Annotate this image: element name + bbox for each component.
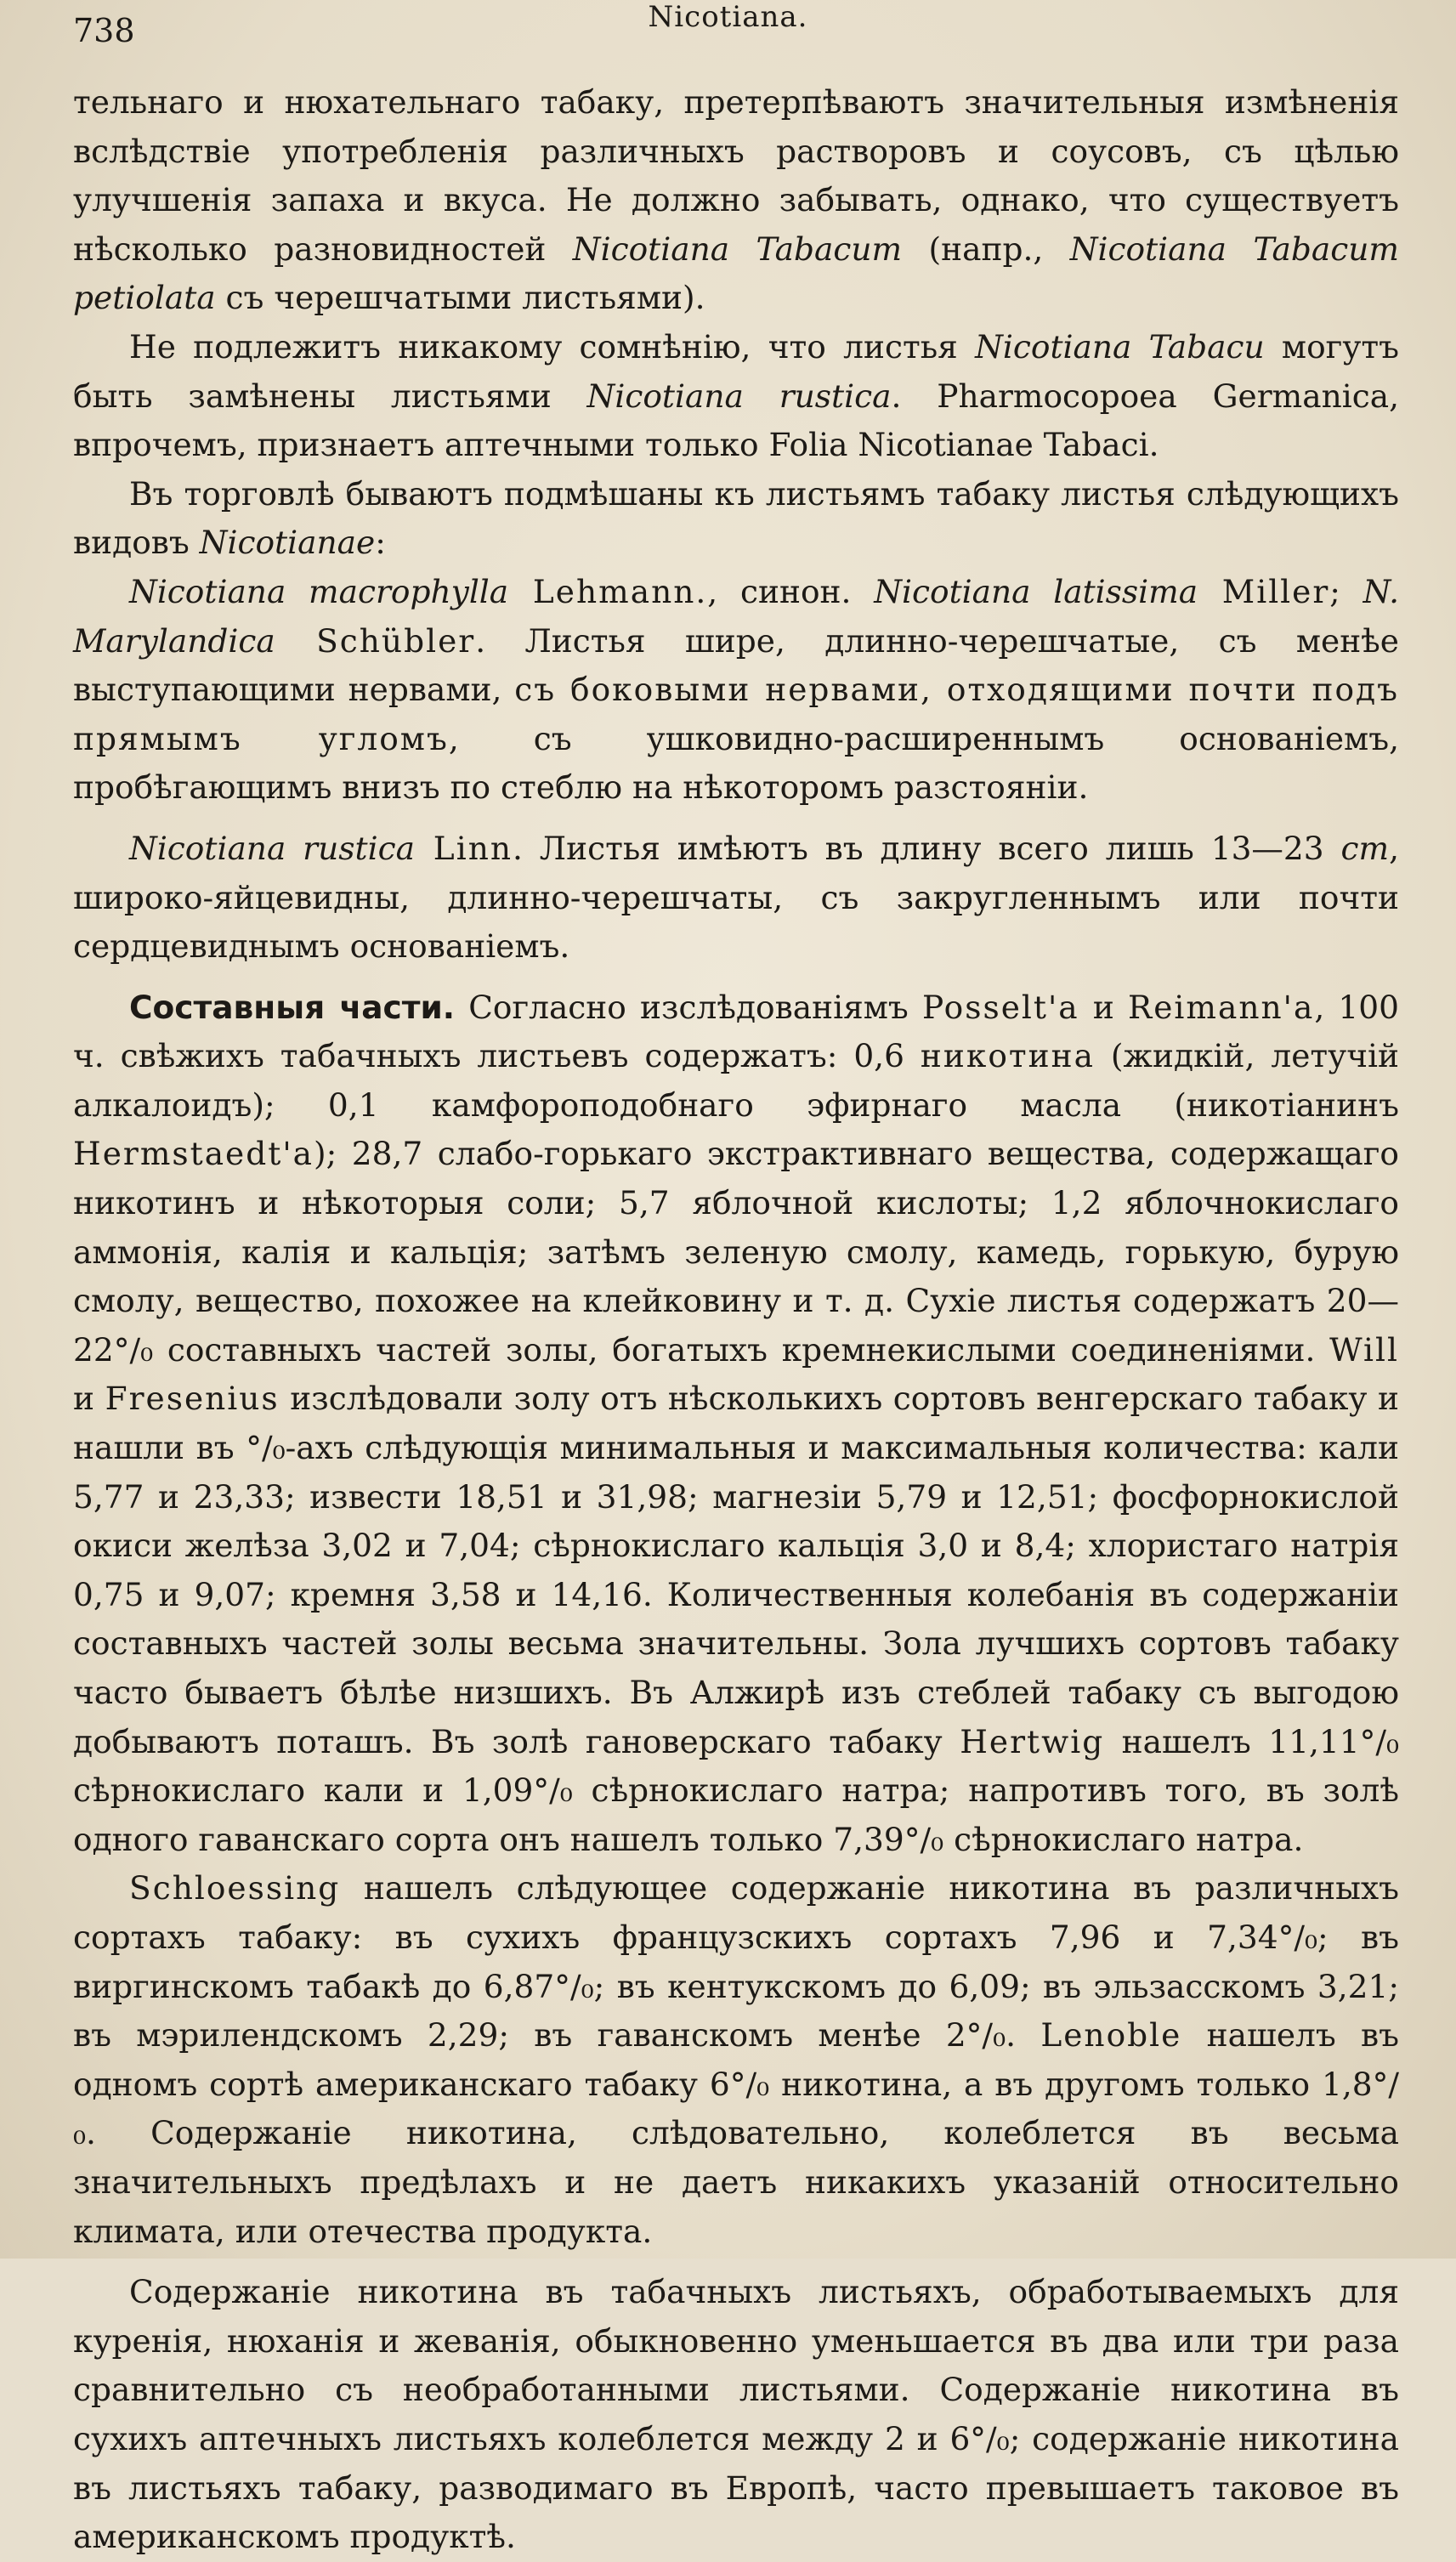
author-name: Reimann'a [1128, 988, 1315, 1026]
text-run: , 100 ч. свѣжихъ табачныхъ листьевъ содержатъ: 0,6 [73, 988, 1399, 1075]
body-text [73, 78, 1399, 2562]
text-run: нашелъ слѣдующее содержаніе никотина въ различныхъ сортахъ табаку: въ сухихъ французскихъ сортахъ 7,96 и 7,34°/₀; въ виргинскомъ табакѣ до 6,87°/₀; въ кентукскомъ до 6,09; въ эльзасскомъ 3,21; въ мэрилендскомъ 2,29; въ гаванскомъ менѣе 2°/₀. [73, 1869, 1399, 2055]
author-name: Lehmann. [508, 572, 708, 610]
text-run: Въ торговлѣ бываютъ подмѣшаны къ листьямъ табаку листья слѣдующихъ видовъ [73, 474, 1399, 562]
paragraph-6 [73, 983, 1399, 1865]
latin-name: Nicotiana Tabacum [572, 230, 903, 268]
paragraph-2 [73, 323, 1399, 470]
unit: cm [1340, 829, 1390, 867]
text-run: Согласно изслѣдованіямъ [455, 988, 922, 1026]
text-run: , съ ушковидно-расширеннымъ основаніемъ, пробѣгающимъ внизъ по стеблю на нѣкоторомъ разстояніи. [73, 719, 1399, 807]
latin-name: Nicotiana Tabacu [975, 327, 1265, 366]
text-run: нашелъ 11,11°/₀ сѣрнокислаго кали и 1,09°/₀ сѣрнокислаго натра; напротивъ того, въ золѣ одного гаванскаго сорта онъ нашелъ только 7,39°/₀ сѣрнокислаго натра. [73, 1722, 1399, 1858]
paragraph-7 [73, 1864, 1399, 2256]
latin-name: Nicotianae [199, 524, 376, 562]
page-header [0, 0, 1456, 60]
text-run: , синон. [707, 572, 875, 610]
text-run: съ черешчатыми листьями). [215, 279, 705, 317]
latin-name: N. Marylandica [73, 572, 1400, 660]
author-name: Miller [1198, 572, 1330, 610]
text-run: и [73, 1380, 105, 1418]
author-name: Schübler [275, 621, 476, 660]
text-run: : [375, 524, 386, 562]
author-name: Will [1329, 1330, 1399, 1369]
author-name: Schloessing [129, 1869, 341, 1907]
author-name: Posselt'a [921, 988, 1079, 1026]
paragraph-4 [73, 568, 1399, 813]
text-run: и [1079, 988, 1128, 1026]
text-run: . Листья имѣютъ въ длину всего лишь 13—23 [513, 829, 1341, 867]
text-run: могутъ быть замѣнены листьями [73, 327, 1399, 415]
paragraph-3 [73, 470, 1399, 568]
latin-name: Nicotiana macrophylla [129, 572, 509, 610]
section-heading: Составныя части. [129, 988, 456, 1026]
text-run: . Pharmocopoea Germanica, впрочемъ, признаетъ аптечными только Folia Nicotianae Tabaci. [73, 377, 1399, 464]
spaced-text: никотина [920, 1037, 1095, 1075]
running-head: Nicotiana. [648, 0, 808, 34]
text-run: Содержаніе никотина въ табачныхъ листьяхъ, обработываемыхъ для куренія, нюханія и жеванія, обыкновенно уменьшается въ два или три раза сравнительно съ необработанными листьями. Содержаніе никотина въ сухихъ аптечныхъ листьяхъ колеблется между 2 и 6°/₀; содержаніе никотина въ листьяхъ табаку, разводимаго въ Европѣ, часто превышаетъ таковое въ американскомъ продуктѣ. [73, 2273, 1399, 2556]
latin-name: Nicotiana rustica [129, 829, 415, 867]
page-number: 738 [73, 12, 135, 49]
latin-name: Nicotiana Tabacum petiolata [73, 230, 1399, 317]
paragraph-5 [73, 825, 1399, 972]
paragraph-1 [73, 78, 1399, 323]
spaced-text: съ боковыми нервами, отходящими почти подъ прямымъ угломъ [73, 671, 1400, 757]
author-name: Fresenius [105, 1380, 280, 1418]
text-run: изслѣдовали золу отъ нѣсколькихъ сортовъ венгерскаго табаку и нашли въ °/₀-ахъ слѣдующія минимальныя и максимальныя количества: кали 5,77 и 23,33; извести 18,51 и 31,98; магнезіи 5,79 и 12,51; фосфорнокислой окиси желѣза 3,02 и 7,04; сѣрнокислаго кальція 3,0 и 8,4; хлористаго натрія 0,75 и 9,07; кремня 3,58 и 14,16. Количественныя колебанія въ содержаніи составныхъ частей золы весьма значительны. Зола лучшихъ сортовъ табаку часто бываетъ бѣлѣе низшихъ. Въ Алжирѣ изъ стеблей табаку съ выгодою добываютъ поташъ. Въ золѣ гановерскаго табаку [73, 1380, 1399, 1760]
latin-name: Nicotiana rustica [586, 377, 892, 415]
author-name: Hertwig [960, 1722, 1105, 1760]
paragraph-8 [73, 2268, 1399, 2562]
author-name: Linn [414, 829, 513, 867]
text-run: Не подлежитъ никакому сомнѣнію, что листья [129, 327, 976, 366]
text-run: (жидкій, летучій алкалоидъ); 0,1 камфороподобнаго эфирнаго масла (никотіанинъ [73, 1037, 1399, 1124]
text-run: ); 28,7 слабо-горькаго экстрактивнаго вещества, содержащаго никотинъ и нѣкоторыя соли; 5,7 яблочной кислоты; 1,2 яблочнокислаго аммонія, калія и кальція; затѣмъ зеленую смолу, камедь, горькую, бурую смолу, вещество, похожее на клейковину и т. д. Сухіе листья содержатъ 20—22°/₀ составныхъ частей золы, богатыхъ кремнекислыми соединеніями. [73, 1135, 1399, 1369]
text-run: , широко-яйцевидны, длинно-черешчаты, съ закругленнымъ или почти сердцевиднымъ основаніемъ. [73, 829, 1400, 966]
latin-name: Nicotiana latissima [874, 572, 1198, 610]
author-name: Hermstaedt'a [73, 1135, 314, 1173]
text-run: ; [1329, 572, 1363, 610]
text-run: нашелъ въ одномъ сортѣ американскаго табаку 6°/₀ никотина, а въ другомъ только 1,8°/₀. Содержаніе никотина, слѣдовательно, колеблется въ весьма значительныхъ предѣлахъ и не даетъ никакихъ указаній относительно климата, или отечества продукта. [73, 2016, 1399, 2250]
text-run: тельнаго и нюхательнаго табаку, претерпѣваютъ значительныя измѣненія вслѣдствіе употребленія различныхъ растворовъ и соусовъ, съ цѣлью улучшенія запаха и вкуса. Не должно забывать, однако, что существуетъ нѣсколько разновидностей [73, 83, 1399, 268]
author-name: Lenoble [1040, 2016, 1182, 2055]
text-run: (напр., [902, 230, 1070, 268]
text-run: . Листья шире, длинно-черешчатые, съ менѣе выступающими нервами, [73, 621, 1399, 709]
